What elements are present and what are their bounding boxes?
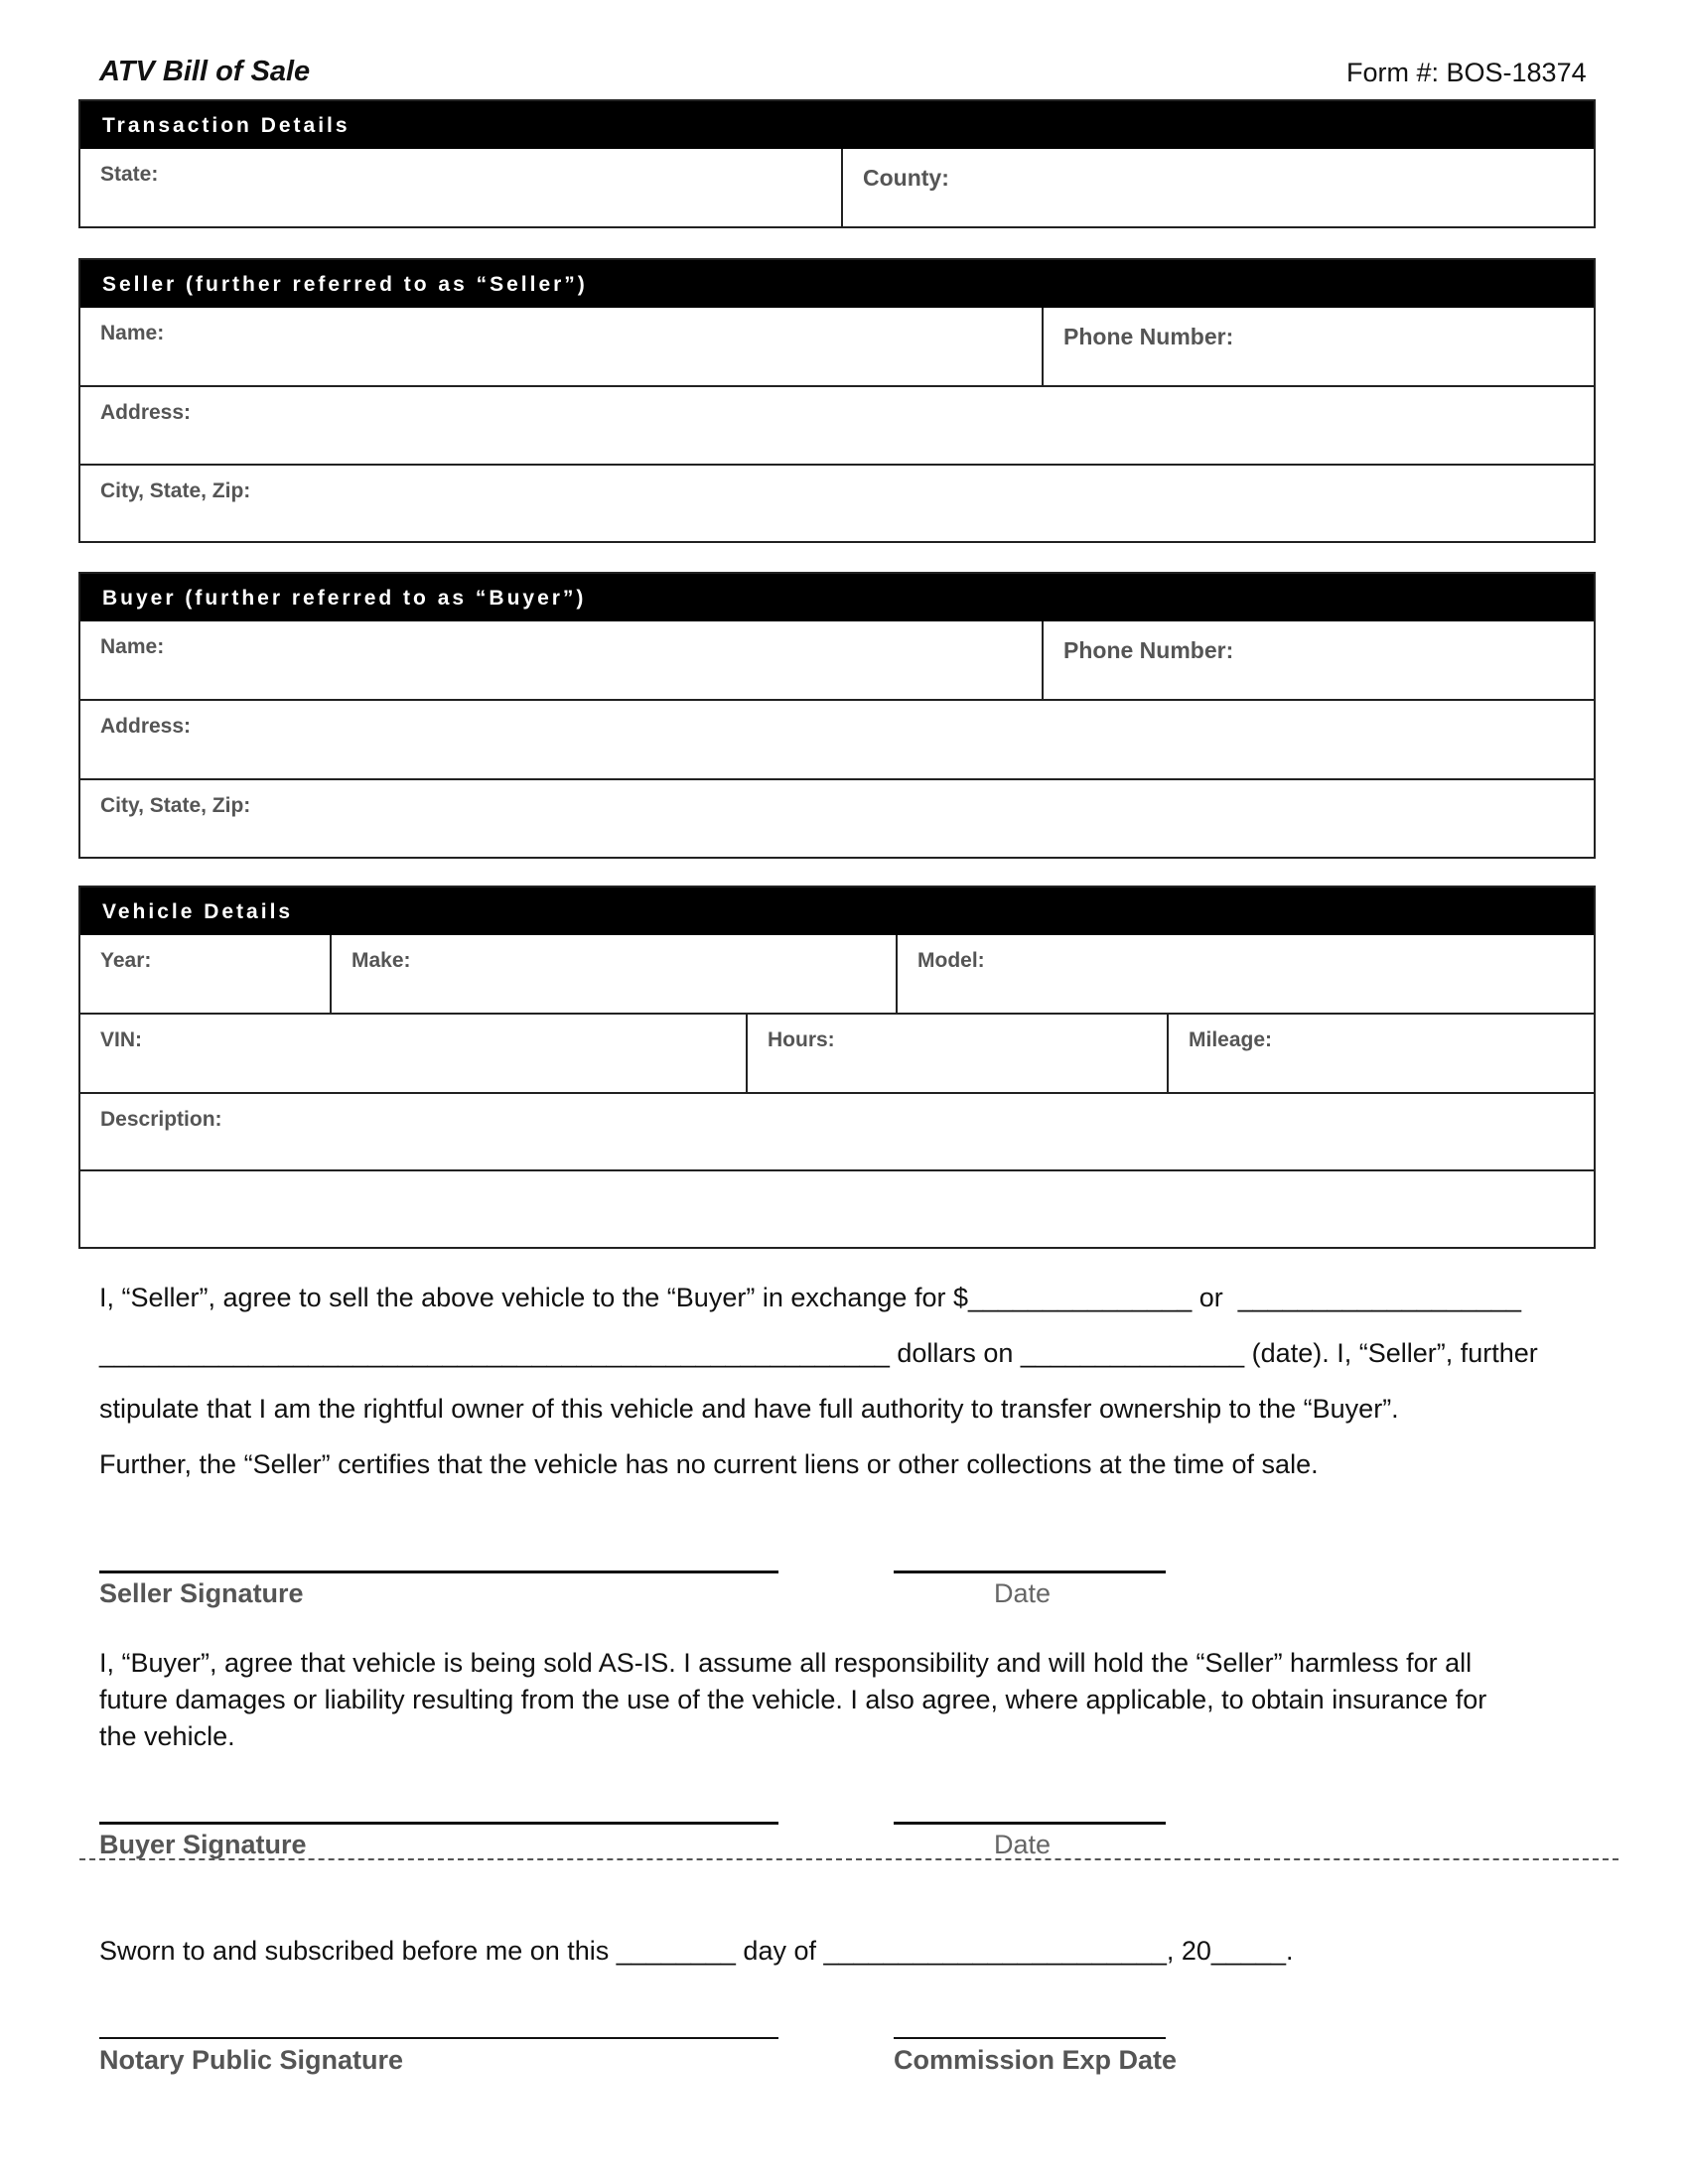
model-field[interactable] bbox=[896, 935, 1594, 1013]
form-number: Form #: BOS-18374 bbox=[1346, 58, 1587, 87]
buyer-terms-line-2: future damages or liability resulting from the use of the vehicle. I also agree, where applicable, to obtain insurance for bbox=[99, 1685, 1487, 1714]
seller-address-label: Address: bbox=[100, 401, 192, 424]
year-field[interactable] bbox=[80, 935, 330, 1013]
state-label: State: bbox=[100, 163, 159, 186]
seller-heading: Seller (further referred to as “Seller”) bbox=[80, 260, 1594, 308]
buyer-address-row bbox=[80, 699, 1594, 778]
vehicle-description-row bbox=[80, 1092, 1594, 1169]
seller-date-line[interactable] bbox=[894, 1570, 1166, 1573]
hours-label: Hours: bbox=[768, 1028, 835, 1051]
transaction-details-heading: Transaction Details bbox=[80, 101, 1594, 149]
year-label: Year: bbox=[100, 949, 152, 972]
seller-date-label: Date bbox=[994, 1578, 1052, 1608]
county-label: County: bbox=[863, 165, 949, 191]
buyer-name-field[interactable] bbox=[80, 621, 1042, 699]
seller-phone-label: Phone Number: bbox=[1063, 324, 1234, 349]
description-extra-field[interactable] bbox=[80, 1171, 1594, 1247]
vin-field[interactable] bbox=[80, 1015, 746, 1092]
buyer-address-label: Address: bbox=[100, 715, 192, 738]
mileage-label: Mileage: bbox=[1189, 1028, 1273, 1051]
hours-field[interactable] bbox=[746, 1015, 1167, 1092]
commission-exp-date-label: Commission Exp Date bbox=[894, 2045, 1178, 2075]
buyer-signature-line[interactable] bbox=[99, 1822, 778, 1825]
buyer-date-label: Date bbox=[994, 1830, 1052, 1859]
vehicle-row-2 bbox=[80, 1013, 1594, 1092]
seller-city-field[interactable] bbox=[80, 466, 1594, 541]
vehicle-details-heading: Vehicle Details bbox=[80, 887, 1594, 935]
seller-address-row bbox=[80, 385, 1594, 464]
seller-phone-field[interactable] bbox=[1042, 308, 1594, 385]
buyer-address-field[interactable] bbox=[80, 701, 1594, 778]
buyer-phone-field[interactable] bbox=[1042, 621, 1594, 699]
county-field[interactable] bbox=[841, 149, 1594, 226]
seller-name-label: Name: bbox=[100, 322, 165, 344]
buyer-heading: Buyer (further referred to as “Buyer”) bbox=[80, 574, 1594, 621]
document-title: ATV Bill of Sale bbox=[99, 56, 311, 87]
state-field[interactable] bbox=[80, 149, 841, 226]
seller-signature-label: Seller Signature bbox=[99, 1578, 304, 1608]
buyer-city-row bbox=[80, 778, 1594, 857]
notary-signature-label: Notary Public Signature bbox=[99, 2045, 404, 2075]
seller-signature-line[interactable] bbox=[99, 1570, 778, 1573]
notary-sworn-text: Sworn to and subscribed before me on this ________ day of _______________________, 20_____. bbox=[99, 1936, 1294, 1966]
vin-label: VIN: bbox=[100, 1028, 142, 1051]
seller-address-field[interactable] bbox=[80, 387, 1594, 464]
transaction-row bbox=[80, 149, 1594, 226]
notary-signature-line[interactable] bbox=[99, 2037, 778, 2039]
make-field[interactable] bbox=[330, 935, 896, 1013]
agreement-line-4: Further, the “Seller” certifies that the vehicle has no current liens or other collections at the time of sale. bbox=[99, 1449, 1319, 1479]
buyer-city-field[interactable] bbox=[80, 780, 1594, 857]
buyer-terms-line-3: the vehicle. bbox=[99, 1721, 235, 1751]
make-label: Make: bbox=[352, 949, 411, 972]
vehicle-row-1 bbox=[80, 935, 1594, 1013]
buyer-phone-label: Phone Number: bbox=[1063, 637, 1234, 663]
buyer-city-label: City, State, Zip: bbox=[100, 794, 251, 817]
model-label: Model: bbox=[917, 949, 985, 972]
description-field[interactable] bbox=[80, 1094, 1594, 1169]
vehicle-description-extra-row bbox=[80, 1169, 1594, 1247]
seller-city-row bbox=[80, 464, 1594, 541]
agreement-line-3: stipulate that I am the rightful owner of this vehicle and have full authority to transfer ownership to the “Buyer”. bbox=[99, 1394, 1399, 1424]
cut-line-divider bbox=[79, 1858, 1618, 1860]
seller-name-row bbox=[80, 308, 1594, 385]
description-label: Description: bbox=[100, 1108, 222, 1131]
agreement-line-2: _____________________________________________________ dollars on _______________ (date). I, “Seller”, further bbox=[99, 1338, 1538, 1368]
buyer-name-row bbox=[80, 621, 1594, 699]
agreement-line-1: I, “Seller”, agree to sell the above vehicle to the “Buyer” in exchange for $_______________ or ___________________ bbox=[99, 1283, 1522, 1312]
buyer-section bbox=[78, 572, 1596, 859]
vehicle-details-section bbox=[78, 886, 1596, 1249]
mileage-field[interactable] bbox=[1167, 1015, 1594, 1092]
seller-city-label: City, State, Zip: bbox=[100, 479, 251, 502]
transaction-details-section bbox=[78, 99, 1596, 228]
buyer-name-label: Name: bbox=[100, 635, 165, 658]
buyer-date-line[interactable] bbox=[894, 1822, 1166, 1825]
seller-section bbox=[78, 258, 1596, 543]
buyer-terms-line-1: I, “Buyer”, agree that vehicle is being sold AS-IS. I assume all responsibility and will hold the “Seller” harmless for all bbox=[99, 1648, 1473, 1678]
seller-name-field[interactable] bbox=[80, 308, 1042, 385]
buyer-signature-label: Buyer Signature bbox=[99, 1830, 307, 1859]
commission-date-line[interactable] bbox=[894, 2037, 1166, 2039]
